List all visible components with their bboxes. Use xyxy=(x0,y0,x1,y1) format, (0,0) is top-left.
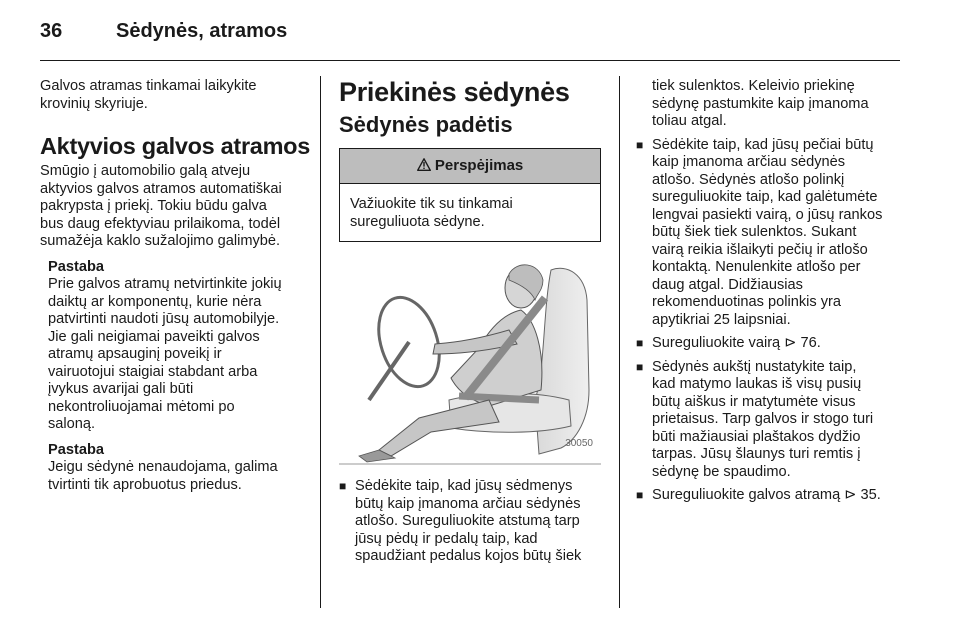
page-header xyxy=(0,0,960,62)
bullet-square-icon: ■ xyxy=(636,137,644,152)
note-block xyxy=(40,259,312,495)
note-line: Jie gali neigiamai paveikti galvos xyxy=(48,328,260,345)
note-line: Jeigu sėdynė nenaudojama, galima xyxy=(48,459,278,475)
list-line-link[interactable]: Sureguliuokite vairą ⊳ 76. xyxy=(652,335,821,351)
note-line: tvirtinti tik aprobuotus priedus. xyxy=(48,476,242,493)
list-line: sėdynę be spaudimo. xyxy=(652,463,791,480)
list-line: jūsų pėdų ir pedalų taip, kad xyxy=(355,530,538,547)
list-line: kontaktą. Nenulenkite atlošo per xyxy=(652,259,861,275)
header-rule xyxy=(40,60,900,61)
driver-seat-drawing xyxy=(339,250,601,468)
warning-body xyxy=(340,184,600,231)
column-left xyxy=(40,78,312,494)
body-line: pakrypsta į priekį. Tokiu būdu galva xyxy=(40,198,267,214)
image-number: 30050 xyxy=(565,438,593,449)
body-line: Smūgio į automobilio galą atveju xyxy=(40,163,251,179)
list-item-continued xyxy=(636,78,926,131)
column-divider-2 xyxy=(619,76,620,608)
column-right xyxy=(636,78,926,505)
note-line: patvirtinti naudoti jūsų automobilyje. xyxy=(48,311,280,327)
list-line: apytikriai 25 laipsniai. xyxy=(652,311,791,328)
list-item xyxy=(636,487,926,505)
list-line: tiek sulenktos. Keleivio priekinę xyxy=(652,78,855,94)
note-title: Pastaba xyxy=(48,258,104,275)
list-line: atlošo. Sureguliuokite atstumą tarp xyxy=(355,513,580,529)
section-heading: Aktyvios galvos atramos xyxy=(40,133,310,159)
note-line: Prie galvos atramų netvirtinkite jokių xyxy=(48,276,282,292)
list-line-link[interactable]: Sureguliuokite galvos atramą ⊳ 35. xyxy=(652,487,881,503)
list-line: rekomenduotinas polinkis yra xyxy=(652,294,842,310)
page-number: 36 xyxy=(40,20,63,42)
warning-title: Perspėjimas xyxy=(434,157,524,174)
column-middle-bullets xyxy=(339,478,604,566)
body-line: aktyvios galvos atramos automatiškai xyxy=(40,180,282,197)
list-line: lengvai pasiekti vairą, o jūsų rankos xyxy=(652,206,883,223)
warning-triangle-icon xyxy=(417,157,435,174)
bullet-square-icon: ■ xyxy=(636,359,644,374)
list-item xyxy=(636,137,926,330)
subheading: Sėdynės padėtis xyxy=(339,112,513,137)
note-line: vairuotojui staigiai stabdant arba xyxy=(48,363,258,380)
note-line: daiktų ar komponentų, kurie nėra xyxy=(48,293,262,310)
seating-position-illustration xyxy=(339,250,601,468)
list-line: atlošo. Sėdynės atlošo polinkį xyxy=(652,171,845,188)
intro-line: Galvos atramas tinkamai laikykite xyxy=(40,78,257,94)
list-item xyxy=(339,478,604,566)
note-line: saloną. xyxy=(48,416,96,432)
note-title: Pastaba xyxy=(48,441,104,458)
bullet-square-icon: ■ xyxy=(636,336,644,350)
list-line: kad matymo laukas iš visų pusių xyxy=(652,376,862,392)
warning-line: Važiuokite tik su tinkamai xyxy=(350,196,513,212)
list-line: Sėdėkite taip, kad jūsų pečiai būtų xyxy=(652,136,874,153)
list-line: būtų aiškus ir matytumėte visus xyxy=(652,393,856,410)
list-line: vairą reikia išlaikyti pečių ir atlošo xyxy=(652,241,868,258)
page-heading: Priekinės sėdynės xyxy=(339,77,570,107)
bullet-square-icon: ■ xyxy=(339,479,347,493)
body-line: sumažėja kaklo sužalojimo galimybė. xyxy=(40,233,281,249)
list-line: būtų kaip įmanoma arčiau sėdynės xyxy=(355,495,581,512)
list-line: tarpas. Jūsų šlaunys turi remtis į xyxy=(652,446,861,462)
list-line: daug atgal. Didžiausias xyxy=(652,276,803,293)
list-item xyxy=(636,335,926,353)
list-line: sureguliuokite taip, kad galėtumėte xyxy=(652,189,878,205)
list-line: kaip įmanoma arčiau sėdynės xyxy=(652,154,846,170)
list-line: prietaisus. Tarp galvos ir stogo turi xyxy=(652,411,874,427)
list-line: toliau atgal. xyxy=(652,113,727,129)
body-line: bus daug efektyviau prilaikoma, todėl xyxy=(40,215,281,232)
bullet-square-icon: ■ xyxy=(636,488,644,502)
note-line: nekontroliuojamai mėtomi po xyxy=(48,398,235,415)
section-title: Sėdynės, atramos xyxy=(116,20,288,42)
column-divider-1 xyxy=(320,76,321,608)
warning-box xyxy=(339,148,601,242)
list-item xyxy=(636,359,926,482)
list-line: spaudžiant pedalus kojos būtų šiek xyxy=(355,548,582,564)
warning-line: sureguliuota sėdyne. xyxy=(350,213,485,230)
column-middle xyxy=(339,76,604,138)
list-line: būti mažiausiai plaštakos dydžio xyxy=(652,428,861,445)
list-line: Sėdynės aukštį nustatykite taip, xyxy=(652,358,857,375)
warning-header xyxy=(340,149,600,184)
intro-line: krovinių skyriuje. xyxy=(40,95,148,112)
list-line: sėdynę pastumkite kaip įmanoma xyxy=(652,95,869,112)
note-line: įvykus avarijai gali būti xyxy=(48,381,194,397)
note-line: atramų apsauginį poveikį ir xyxy=(48,346,222,362)
list-line: būtų šiek tiek sulenktos. Sukant xyxy=(652,224,857,240)
list-line: Sėdėkite taip, kad jūsų sėdmenys xyxy=(355,478,573,494)
